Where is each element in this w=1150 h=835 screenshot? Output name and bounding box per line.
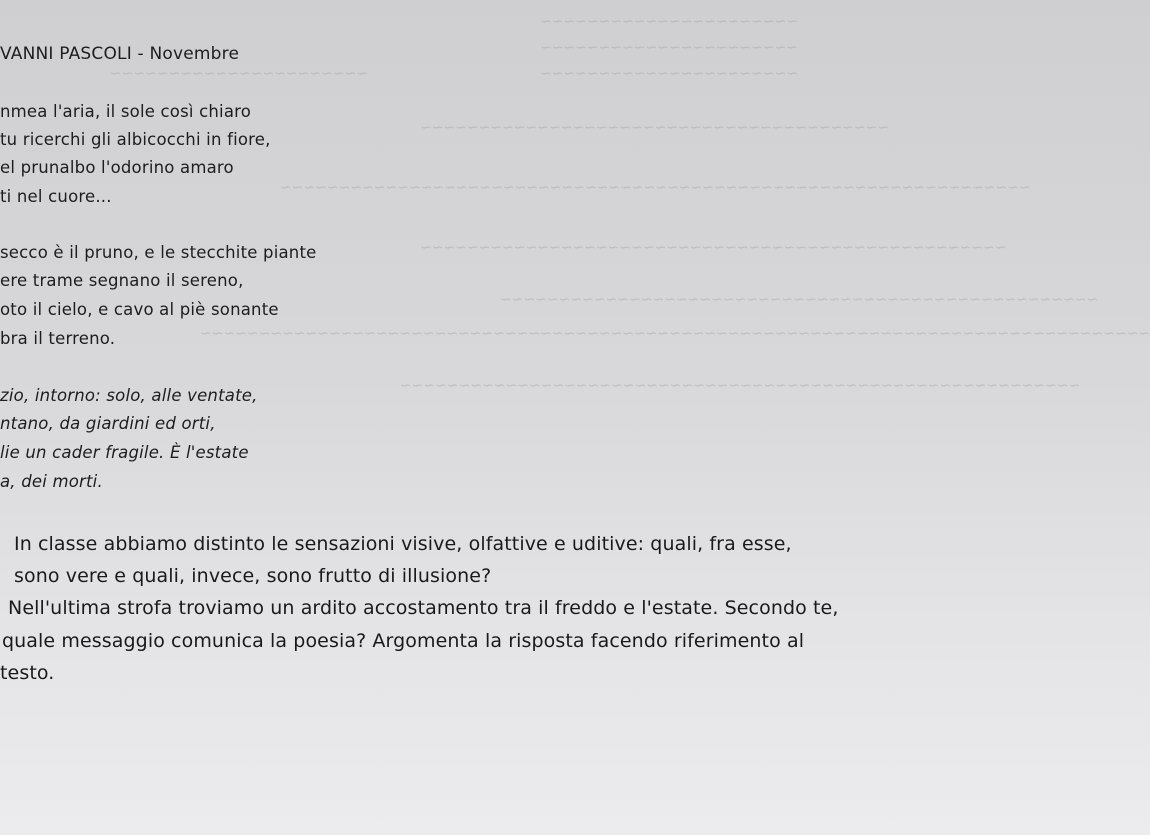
poem-title: VANNI PASCOLI - Novembre xyxy=(0,44,240,64)
question-line: quale messaggio comunica la poesia? Argomenta la risposta facendo riferimento al xyxy=(2,630,805,652)
question-line: sono vere e quali, invece, sono frutto di illusione? xyxy=(14,565,492,587)
poem-line: bra il terreno. xyxy=(0,329,116,348)
bleed-through-text: ~~~~~~~~~~~~~~~~~~~~~~ xyxy=(110,66,369,82)
poem-line: tu ricerchi gli albicocchi in fiore, xyxy=(0,130,271,149)
poem-line: nmea l'aria, il sole così chiaro xyxy=(0,102,252,121)
bleed-through-text: ~~~~~~~~~~~~~~~~~~~~~~~~~~~~~~~~~~~~~~~~~~~~~~~~~~ xyxy=(420,240,1007,256)
question-line: Nell'ultima strofa troviamo un ardito accostamento tra il freddo e l'estate. Secondo te, xyxy=(8,597,839,619)
poem-line: a, dei morti. xyxy=(0,472,103,491)
question-line: In classe abbiamo distinto le sensazioni visive, olfattive e uditive: quali, fra esse, xyxy=(14,533,792,555)
bleed-through-text: ~~~~~~~~~~~~~~~~~~~~~~~~~~~~~~~~~~~~~~~~~~~~~~~~~~~~~~~~~~~~~~~~ xyxy=(280,180,1031,196)
bleed-through-text: ~~~~~~~~~~~~~~~~~~~~~~ xyxy=(540,14,799,30)
poem-line: ntano, da giardini ed orti, xyxy=(0,414,216,433)
poem-line: ere trame segnano il sereno, xyxy=(0,271,244,290)
bleed-through-text: ~~~~~~~~~~~~~~~~~~~~~~~~~~~~~~~~~~~~~~~~~~~~~~~~~~~~~~~~~~ xyxy=(400,378,1081,394)
poem-line: oto il cielo, e cavo al piè sonante xyxy=(0,300,279,319)
poem-line: zio, intorno: solo, alle ventate, xyxy=(0,386,258,405)
poem-line: ti nel cuore... xyxy=(0,187,112,206)
question-line: testo. xyxy=(0,662,55,684)
bleed-through-text: ~~~~~~~~~~~~~~~~~~~~~~ xyxy=(540,66,799,82)
poem-line: el prunalbo l'odorino amaro xyxy=(0,158,234,177)
poem-line: lie un cader fragile. È l'estate xyxy=(0,443,249,462)
bleed-through-text: ~~~~~~~~~~~~~~~~~~~~~~~~~~~~~~~~~~~~~~~~ xyxy=(420,120,890,136)
poem-line: secco è il pruno, e le stecchite piante xyxy=(0,243,317,262)
bleed-through-text: ~~~~~~~~~~~~~~~~~~~~~~~~~~~~~~~~~~~~~~~~~~~~~~~~~~~ xyxy=(500,292,1099,308)
bleed-through-text: ~~~~~~~~~~~~~~~~~~~~~~ xyxy=(540,40,799,56)
bleed-through-text: ~~~~~~~~~~~~~~~~~~~~~~~~~~~~~~~~~~~~~~~~~~~~~~~~~~~~~~~~~~~~~~~~~~~~~~~~~~~~~~~~~ xyxy=(200,326,1150,342)
